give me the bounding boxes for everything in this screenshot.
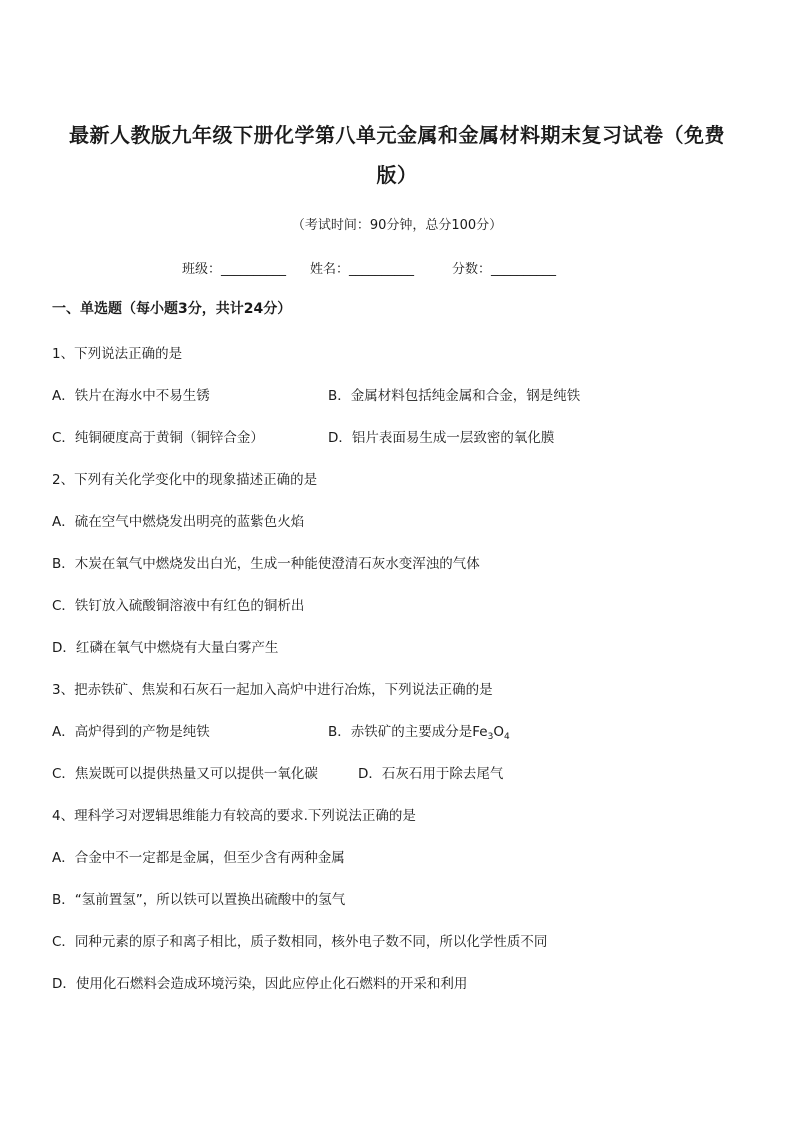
student-info-fields bbox=[182, 258, 556, 277]
question-4-option-a: A．合金中不一定都是金属，但至少含有两种金属 bbox=[52, 850, 345, 866]
question-3-option-d: D．石灰石用于除去尾气 bbox=[358, 766, 504, 782]
formula-oxygen: O bbox=[493, 724, 504, 740]
question-2-stem: 2、下列有关化学变化中的现象描述正确的是 bbox=[52, 472, 318, 488]
score-label: 分数： bbox=[452, 262, 492, 277]
question-3-option-b bbox=[328, 720, 510, 742]
name-blank: __________ bbox=[349, 262, 415, 277]
exam-title-line-1: 最新人教版九年级下册化学第八单元金属和金属材料期末复习试卷（免费 bbox=[69, 123, 725, 147]
question-4-option-b: B．“氢前置氢”，所以铁可以置换出硫酸中的氢气 bbox=[52, 892, 346, 908]
question-4-stem: 4、理科学习对逻辑思维能力有较高的要求.下列说法正确的是 bbox=[52, 808, 416, 824]
question-1-option-b: B．金属材料包括纯金属和合金，钢是纯铁 bbox=[328, 388, 581, 404]
question-2-option-b: B．木炭在氧气中燃烧发出白光，生成一种能使澄清石灰水变浑浊的气体 bbox=[52, 556, 480, 572]
class-blank: __________ bbox=[221, 262, 287, 277]
question-2-option-d: D．红磷在氧气中燃烧有大量白雾产生 bbox=[52, 640, 279, 656]
question-1-option-d: D．铝片表面易生成一层致密的氧化膜 bbox=[328, 430, 555, 446]
name-field[interactable] bbox=[310, 258, 414, 277]
score-field[interactable] bbox=[452, 258, 556, 277]
question-3-option-b-text: B．赤铁矿的主要成分是Fe bbox=[328, 724, 488, 740]
question-4-option-c: C．同种元素的原子和离子相比，质子数相同，核外电子数不同，所以化学性质不同 bbox=[52, 934, 548, 950]
question-2-option-a: A．硫在空气中燃烧发出明亮的蓝紫色火焰 bbox=[52, 514, 305, 530]
score-blank: __________ bbox=[491, 262, 557, 277]
question-1-stem: 1、下列说法正确的是 bbox=[52, 346, 183, 362]
exam-info: （考试时间：90分钟，总分100分） bbox=[291, 218, 503, 233]
class-label: 班级： bbox=[182, 262, 222, 277]
question-1-option-c: C．纯铜硬度高于黄铜（铜锌合金） bbox=[52, 430, 264, 446]
formula-subscript-4: 4 bbox=[503, 732, 510, 742]
question-1-option-a: A．铁片在海水中不易生锈 bbox=[52, 388, 210, 404]
question-3-option-a: A．高炉得到的产物是纯铁 bbox=[52, 724, 210, 740]
question-3-option-c: C．焦炭既可以提供热量又可以提供一氧化碳 bbox=[52, 766, 318, 782]
question-2-option-c: C．铁钉放入硫酸铜溶液中有红色的铜析出 bbox=[52, 598, 305, 614]
question-3-stem: 3、把赤铁矿、焦炭和石灰石一起加入高炉中进行冶炼，下列说法正确的是 bbox=[52, 682, 493, 698]
formula-subscript-3: 3 bbox=[487, 732, 494, 742]
class-field[interactable] bbox=[182, 258, 286, 277]
exam-title-line-2: 版） bbox=[376, 163, 418, 187]
question-4-option-d: D．使用化石燃料会造成环境污染，因此应停止化石燃料的开采和利用 bbox=[52, 976, 468, 992]
name-label: 姓名： bbox=[310, 262, 350, 277]
section-title: 一、单选题（每小题3分，共计24分） bbox=[52, 301, 292, 317]
